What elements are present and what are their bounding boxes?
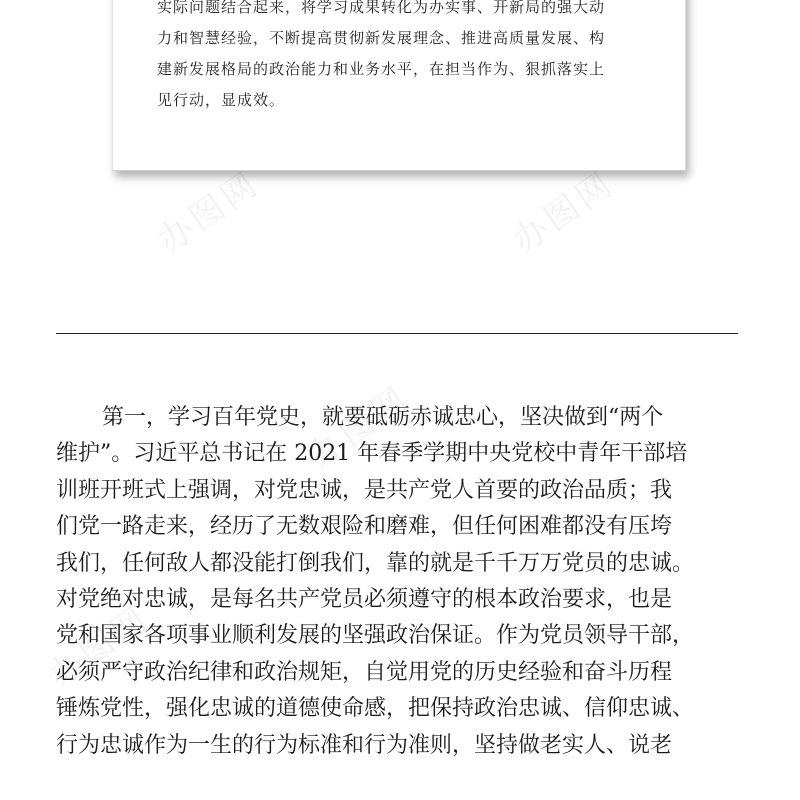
watermark: 办图网 bbox=[150, 163, 268, 262]
watermark: 办图网 bbox=[40, 598, 158, 697]
body-line: 党和国家各项事业顺利发展的坚强政治保证。作为党员领导干部， bbox=[56, 623, 695, 649]
section-divider bbox=[56, 333, 738, 334]
card-line: 力和智慧经验，不断提高贯彻新发展理念、推进高质量发展、构 bbox=[157, 29, 606, 47]
card-line: 建新发展格局的政治能力和业务水平，在担当作为、狠抓落实上 bbox=[157, 60, 606, 78]
body-line: 我们，任何敌人都没能打倒我们，靠的就是千千万万党员的忠诚。 bbox=[56, 550, 695, 576]
body-line: 行为忠诚作为一生的行为标准和行为准则，坚持做老实人、说老 bbox=[56, 732, 673, 758]
body-line: 锤炼党性，强化忠诚的道德使命感，把保持政治忠诚、信仰忠诚、 bbox=[56, 696, 695, 722]
summary-card bbox=[112, 0, 686, 171]
body-line: 训班开班式上强调，对党忠诚，是共产党人首要的政治品质；我 bbox=[56, 477, 673, 503]
watermark: 办图网 bbox=[300, 378, 418, 477]
body-line: 对党绝对忠诚，是每名共产党员必须遵守的根本政治要求，也是 bbox=[56, 586, 673, 612]
watermark: 办图网 bbox=[505, 163, 623, 262]
body-line: 维护”。习近平总书记在 2021 年春季学期中央党校中青年干部培 bbox=[56, 441, 688, 467]
body-line: 们党一路走来，经历了无数艰险和磨难，但任何困难都没有压垮 bbox=[56, 514, 673, 540]
card-line: 实际问题结合起来，将学习成果转化为办实事、开新局的强大动 bbox=[157, 0, 606, 16]
card-line: 见行动，显成效。 bbox=[157, 91, 286, 109]
body-line: 第一，学习百年党史，就要砥砺赤诚忠心，坚决做到“两个 bbox=[102, 405, 664, 430]
summary-card-text bbox=[157, 0, 657, 116]
body-line: 必须严守政治纪律和政治规矩，自觉用党的历史经验和奋斗历程 bbox=[56, 659, 673, 685]
body-paragraph bbox=[56, 400, 746, 764]
